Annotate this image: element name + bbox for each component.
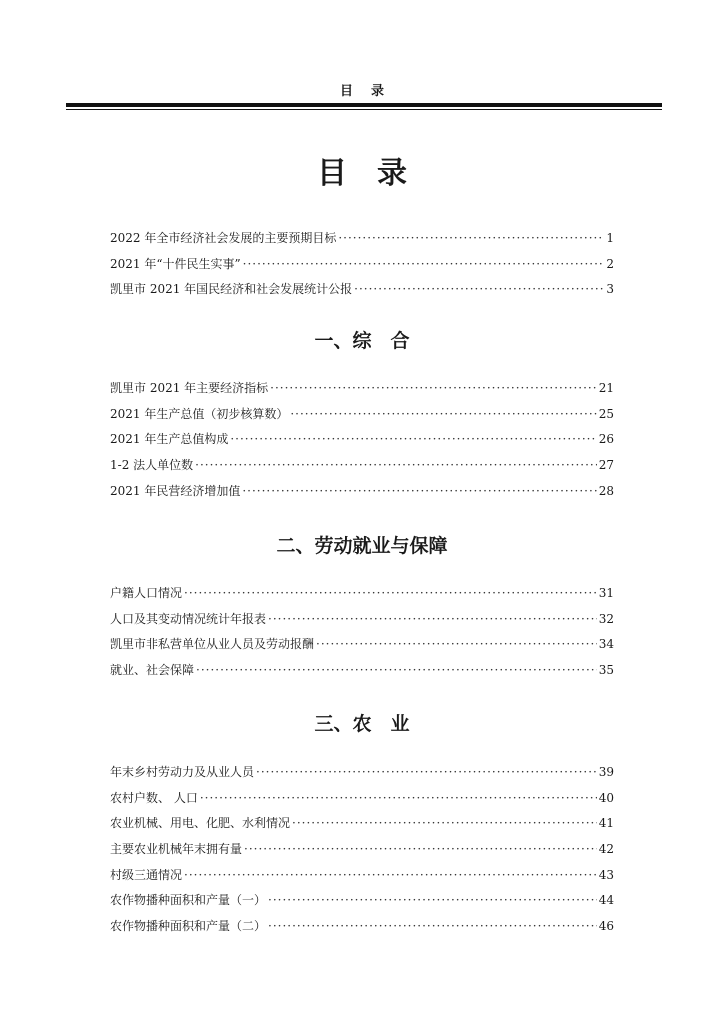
- toc-entry-label: 农作物播种面积和产量（二）: [110, 919, 267, 934]
- toc-entry-label: 2021 年生产总值（初步核算数）: [110, 406, 289, 421]
- toc-entry-page: 40: [598, 790, 614, 805]
- toc-entry-page: 27: [598, 458, 614, 473]
- toc-entry-label: 农业机械、用电、化肥、水利情况: [110, 816, 291, 831]
- toc-entry-page: 35: [598, 663, 614, 678]
- toc-entry-label: 村级三通情况: [110, 867, 183, 882]
- header-rule-thin: [66, 109, 662, 110]
- toc-leader-dots: [244, 837, 597, 863]
- toc-entry[interactable]: [110, 811, 614, 837]
- toc-leader-dots: [270, 376, 597, 402]
- section-title-2: 二、劳动就业与保障: [276, 535, 448, 557]
- toc-entry-label: 2021 年生产总值构成: [110, 432, 229, 447]
- toc-entry-page: 42: [598, 842, 614, 857]
- toc-entry-page: 41: [598, 816, 614, 831]
- toc-entry-label: 农村户数、 人口: [110, 790, 198, 805]
- toc-section-3-list: [110, 760, 614, 940]
- toc-entry[interactable]: [110, 226, 614, 252]
- toc-entry-page: 2: [606, 256, 614, 271]
- toc-entry-page: 43: [598, 867, 614, 882]
- toc-entry-label: 凯里市 2021 年主要经济指标: [110, 381, 269, 395]
- section-title-3: 三、农 业: [314, 713, 410, 735]
- toc-entry[interactable]: [110, 479, 614, 505]
- toc-leader-dots: [338, 226, 604, 252]
- toc-leader-dots: [230, 427, 596, 453]
- toc-entry[interactable]: [110, 837, 614, 863]
- toc-entry-label: 就业、社会保障: [110, 663, 195, 678]
- toc-leader-dots: [316, 632, 597, 658]
- toc-entry[interactable]: [110, 402, 614, 428]
- toc-entry-label: 户籍人口情况: [110, 586, 183, 600]
- toc-leader-dots: [243, 252, 605, 278]
- toc-entry-label: 凯里市非私营单位从业人员及劳动报酬: [110, 637, 315, 652]
- toc-leader-dots: [184, 863, 597, 889]
- toc-entry[interactable]: [110, 376, 614, 402]
- page-title: 目录: [317, 156, 437, 191]
- toc-entry-label: 2021 年民营经济增加值: [110, 483, 241, 498]
- toc-leader-dots: [268, 914, 597, 940]
- toc-entry[interactable]: [110, 888, 614, 914]
- toc-entry-page: 21: [598, 381, 614, 395]
- toc-entry[interactable]: [110, 427, 614, 453]
- toc-leader-dots: [184, 581, 597, 607]
- toc-leader-dots: [292, 811, 597, 837]
- toc-entry[interactable]: [110, 581, 614, 607]
- toc-entry-page: 31: [598, 586, 614, 600]
- toc-entry[interactable]: [110, 632, 614, 658]
- toc-entry-label: 人口及其变动情况统计年报表: [110, 611, 267, 626]
- toc-entry-page: 39: [598, 765, 614, 779]
- toc-intro-list: [110, 226, 614, 303]
- toc-entry-page: 26: [598, 432, 614, 447]
- toc-entry[interactable]: [110, 277, 614, 303]
- toc-entry-label: 1-2 法人单位数: [110, 458, 194, 473]
- toc-entry-label: 2021 年“十件民生实事”: [110, 256, 241, 271]
- toc-entry[interactable]: [110, 863, 614, 889]
- toc-leader-dots: [256, 760, 597, 786]
- toc-leader-dots: [354, 277, 604, 303]
- section-title-1: 一、综 合: [314, 330, 410, 352]
- toc-entry[interactable]: [110, 658, 614, 684]
- toc-entry-page: 46: [598, 919, 614, 934]
- header-rule-thick: [66, 103, 662, 107]
- toc-entry[interactable]: [110, 453, 614, 479]
- toc-leader-dots: [200, 786, 597, 812]
- toc-leader-dots: [268, 607, 597, 633]
- toc-entry-page: 28: [598, 483, 614, 498]
- toc-entry-page: 1: [606, 231, 614, 245]
- toc-entry-label: 2022 年全市经济社会发展的主要预期目标: [110, 231, 337, 245]
- toc-leader-dots: [268, 888, 597, 914]
- toc-entry[interactable]: [110, 252, 614, 278]
- toc-leader-dots: [290, 402, 596, 428]
- toc-entry-label: 年末乡村劳动力及从业人员: [110, 765, 255, 779]
- toc-entry-label: 凯里市 2021 年国民经济和社会发展统计公报: [110, 282, 353, 297]
- toc-entry[interactable]: [110, 914, 614, 940]
- toc-entry-label: 农作物播种面积和产量（一）: [110, 893, 267, 908]
- toc-entry[interactable]: [110, 786, 614, 812]
- running-header: 目录: [339, 84, 402, 99]
- toc-entry-page: 3: [606, 282, 614, 297]
- toc-entry-page: 25: [598, 406, 614, 421]
- toc-entry-page: 44: [598, 893, 614, 908]
- toc-entry-page: 32: [598, 611, 614, 626]
- toc-leader-dots: [196, 658, 597, 684]
- toc-section-1-list: [110, 376, 614, 504]
- toc-entry[interactable]: [110, 607, 614, 633]
- toc-section-2-list: [110, 581, 614, 684]
- toc-leader-dots: [242, 479, 596, 505]
- toc-entry-page: 34: [598, 637, 614, 652]
- toc-entry[interactable]: [110, 760, 614, 786]
- toc-leader-dots: [195, 453, 597, 479]
- toc-entry-label: 主要农业机械年末拥有量: [110, 842, 243, 857]
